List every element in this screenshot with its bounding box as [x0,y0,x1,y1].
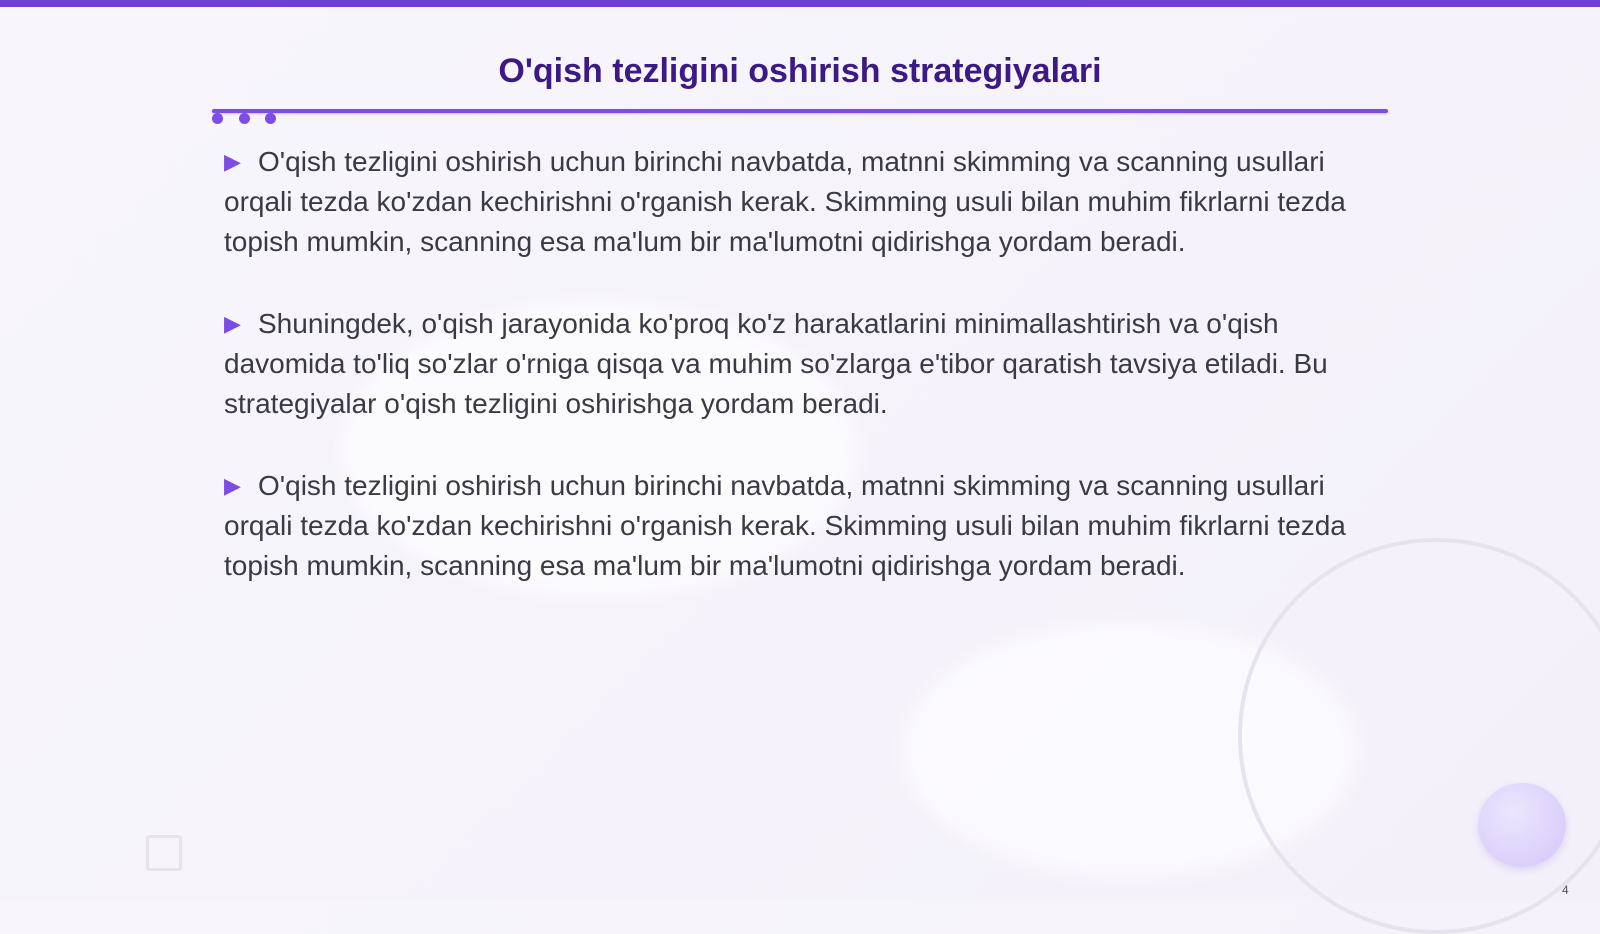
top-accent-bar [0,0,1600,7]
triangle-right-icon: ▶ [224,311,241,336]
slide-title: O'qish tezligini oshirish strategiyalari [498,52,1102,90]
triangle-right-icon: ▶ [224,149,241,174]
decorative-orb [1478,783,1566,867]
decorative-dot [239,113,250,124]
bullet-list [224,142,1379,628]
decorative-dot [212,113,223,124]
title-underline [212,109,1388,113]
page-number: 4 [1562,883,1569,897]
decorative-dot [265,113,276,124]
decorative-square [146,835,182,871]
triangle-right-icon: ▶ [224,473,241,498]
bullet-text: Shuningdek, o'qish jarayonida ko'proq ko'z harakatlarini minimallashtirish va o'qish davomida to'liq so'zlar o'rniga qisqa va muhim so'zlarga e'tibor qaratish tavsiya etiladi. Bu strategiyalar o'qish tezligini oshirishga yordam beradi. [224,308,1328,419]
bullet-text: O'qish tezligini oshirish uchun birinchi navbatda, matnni skimming va scanning usullari orqali tezda ko'zdan kechirishni o'rganish kerak. Skimming usuli bilan muhim fikrlarni tezda topish mumkin, scanning esa ma'lum bir ma'lumotni qidirishga yordam beradi. [224,470,1346,581]
bullet-item [224,466,1379,586]
bullet-item [224,304,1379,424]
bullet-text: O'qish tezligini oshirish uchun birinchi navbatda, matnni skimming va scanning usullari orqali tezda ko'zdan kechirishni o'rganish kerak. Skimming usuli bilan muhim fikrlarni tezda topish mumkin, scanning esa ma'lum bir ma'lumotni qidirishga yordam beradi. [224,146,1346,257]
bullet-item [224,142,1379,262]
